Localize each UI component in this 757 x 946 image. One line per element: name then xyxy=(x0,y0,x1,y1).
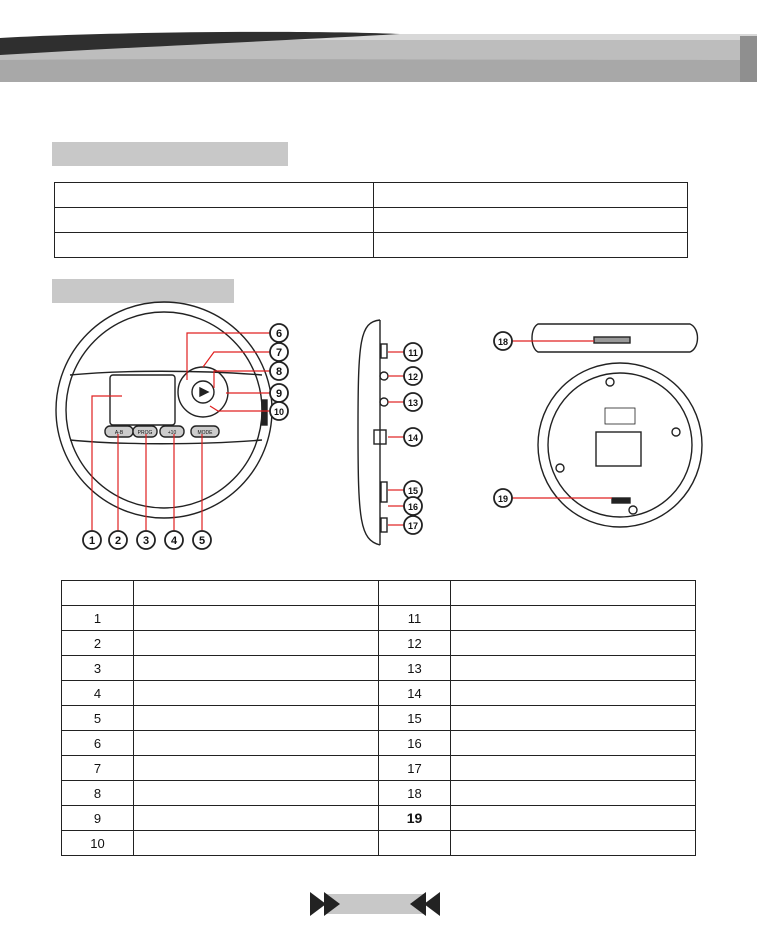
callout-11: 11 xyxy=(408,348,418,358)
side-view xyxy=(358,320,388,545)
callout-17: 17 xyxy=(407,521,419,531)
table-row xyxy=(62,606,696,631)
table-row xyxy=(62,756,696,781)
part-number: 11 xyxy=(379,606,451,631)
table-row xyxy=(62,806,696,831)
device-illustration xyxy=(0,300,757,570)
button-label-a-b: A-B xyxy=(114,430,124,436)
callout-5: 5 xyxy=(198,535,206,547)
callout-14: 14 xyxy=(407,433,419,443)
button-label-prog: PROG xyxy=(137,430,153,436)
part-number: 17 xyxy=(379,756,451,781)
part-number: 14 xyxy=(379,681,451,706)
table-row xyxy=(55,208,688,233)
callout-4: 4 xyxy=(170,535,178,547)
part-number: 16 xyxy=(379,731,451,756)
front-view xyxy=(56,302,272,518)
table-row xyxy=(62,631,696,656)
table-row xyxy=(62,581,696,606)
callout-2: 2 xyxy=(114,535,122,547)
callout-3: 3 xyxy=(142,535,150,547)
callout-13: 13 xyxy=(407,398,419,408)
callout-9: 9 xyxy=(275,388,283,400)
callout-8: 8 xyxy=(275,366,283,378)
top-view xyxy=(532,324,698,352)
button-label-plus10: +10 xyxy=(167,430,177,436)
part-number: 7 xyxy=(62,756,134,781)
callout-7: 7 xyxy=(275,347,283,359)
back-view xyxy=(538,363,702,527)
callout-12: 12 xyxy=(407,372,419,382)
part-number: 15 xyxy=(379,706,451,731)
part-number: 3 xyxy=(62,656,134,681)
part-number: 5 xyxy=(62,706,134,731)
part-number xyxy=(379,831,451,856)
specifications-table xyxy=(54,182,688,258)
part-number: 13 xyxy=(379,656,451,681)
table-row xyxy=(62,656,696,681)
part-number: 10 xyxy=(62,831,134,856)
table-row xyxy=(62,831,696,856)
callout-19: 19 xyxy=(497,494,509,504)
parts-table xyxy=(61,580,696,856)
callout-1: 1 xyxy=(88,535,96,547)
part-number: 1 xyxy=(62,606,134,631)
callout-6: 6 xyxy=(275,328,283,340)
button-label-mode: MODE xyxy=(197,430,213,436)
part-number: 19 xyxy=(379,806,451,831)
part-number: 18 xyxy=(379,781,451,806)
part-number: 8 xyxy=(62,781,134,806)
callout-10: 10 xyxy=(273,407,285,417)
table-row xyxy=(62,731,696,756)
table-row xyxy=(62,681,696,706)
callout-18: 18 xyxy=(497,337,509,347)
table-row xyxy=(55,183,688,208)
page-nav xyxy=(310,888,440,920)
part-number: 6 xyxy=(62,731,134,756)
part-number: 9 xyxy=(62,806,134,831)
callout-16: 16 xyxy=(407,502,419,512)
header-banner xyxy=(0,0,757,90)
part-number: 4 xyxy=(62,681,134,706)
table-row xyxy=(62,706,696,731)
part-number: 12 xyxy=(379,631,451,656)
table-row xyxy=(62,781,696,806)
table-row xyxy=(55,233,688,258)
callout-15: 15 xyxy=(407,486,419,496)
part-number: 2 xyxy=(62,631,134,656)
specifications-heading-bar xyxy=(52,142,288,166)
